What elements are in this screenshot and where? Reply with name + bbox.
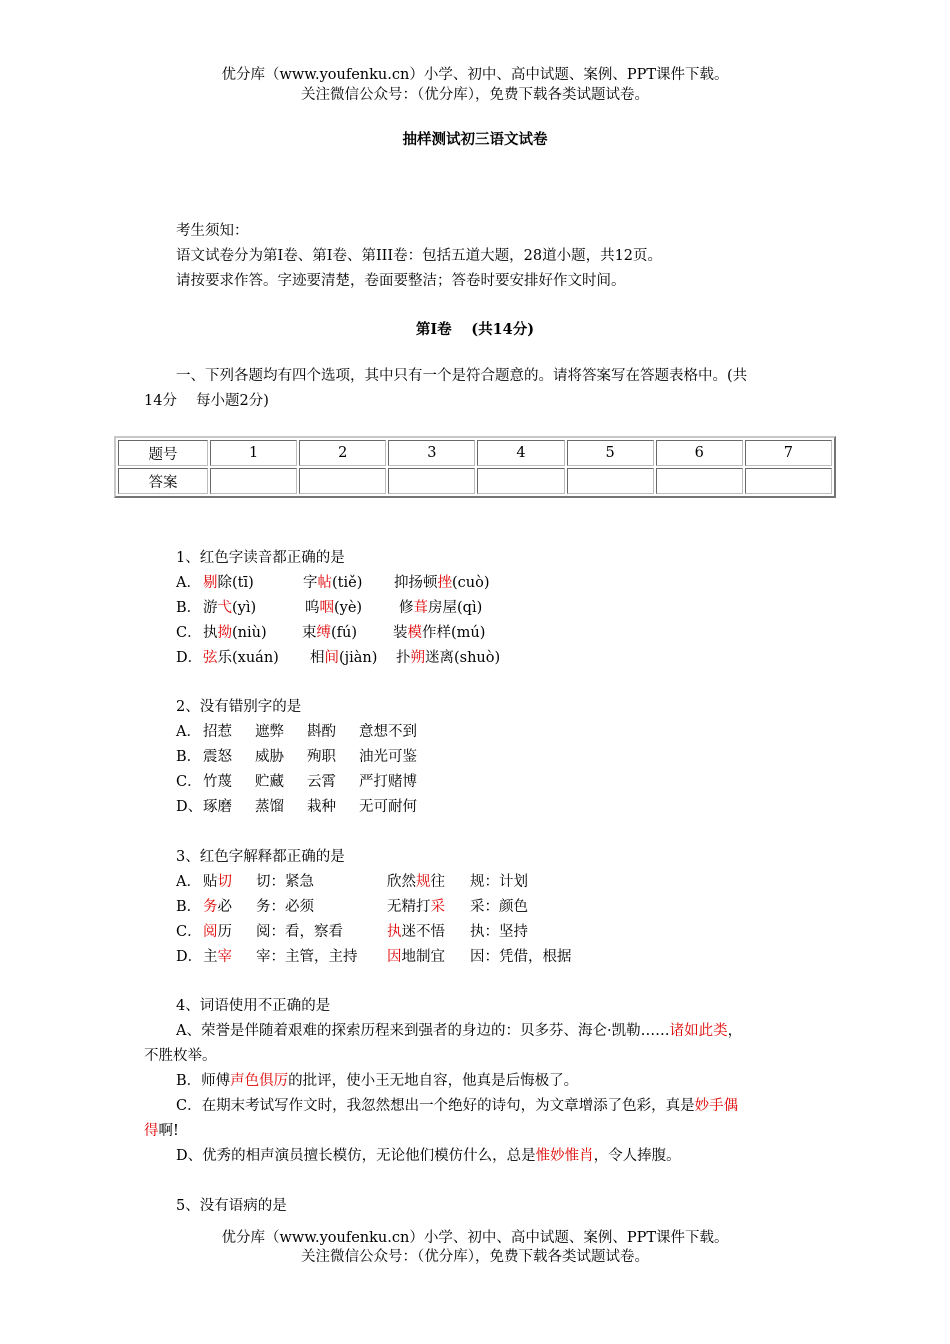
notice-line-2: 请按要求作答。字迹要清楚，卷面要整洁；答卷时要安排好作文时间。 — [176, 273, 626, 289]
option-word: 扑朔迷离(shuò) — [396, 650, 501, 666]
q4-stem: 4、词语使用不正确的是 — [176, 998, 331, 1014]
page-title: 抽样测试初三语文试卷 — [402, 131, 548, 148]
answer-cell[interactable] — [567, 468, 654, 494]
option-word: 意想不到 — [359, 724, 417, 740]
option-label: D． — [176, 949, 203, 965]
q1-option-d — [176, 648, 876, 668]
option-explanation: 规：计划 — [470, 874, 528, 890]
answer-table-number: 1 — [210, 440, 297, 466]
answer-cell[interactable] — [477, 468, 564, 494]
q4-option-a: A、荣誉是伴随着艰难的探索历程来到强者的身边的：贝多芬、海仑·凯勒……诸如此类， — [176, 1023, 743, 1039]
section-instruction-b: 14分 每小题2分) — [144, 393, 269, 409]
option-word: 阅历 — [203, 924, 232, 940]
answer-cell[interactable] — [388, 468, 475, 494]
q3-option-a — [176, 872, 876, 892]
section-title: 第I卷 (共14分) — [415, 321, 535, 338]
q3-option-d — [176, 947, 876, 967]
q4-option-c: C．在期末考试写作文时，我忽然想出一个绝好的诗句，为文章增添了色彩，真是妙手偶 — [176, 1098, 739, 1114]
option-word: 栽种 — [307, 799, 336, 815]
q4-option-c-cont: 得啊! — [144, 1123, 179, 1139]
answer-table-label: 题号 — [118, 440, 208, 466]
option-word: 执拗(niù) — [203, 625, 267, 641]
option-explanation: 因：凭借，根据 — [470, 949, 572, 965]
q3-option-c — [176, 922, 876, 942]
option-label: A． — [176, 575, 201, 591]
answer-table-number: 4 — [477, 440, 564, 466]
q1-option-c — [176, 623, 876, 643]
option-explanation: 阅：看，察看 — [256, 924, 343, 940]
q1-option-a — [176, 573, 876, 593]
answer-cell[interactable] — [299, 468, 386, 494]
option-word: 主宰 — [203, 949, 232, 965]
header-line-2: 关注微信公众号：（优分库），免费下载各类试题试卷。 — [301, 87, 649, 103]
option-explanation: 采：颜色 — [470, 899, 528, 915]
option-explanation: 执：坚持 — [470, 924, 528, 940]
q2-option-a — [176, 722, 876, 742]
q5-stem: 5、没有语病的是 — [176, 1198, 287, 1214]
footer-line-1: 优分库（www.youfenku.cn）小学、初中、高中试题、案例、PPT课件下载。 — [221, 1230, 729, 1246]
notice-line-1: 语文试卷分为第I卷、第I卷、第III卷：包括五道大题，28道小题，共12页。 — [176, 248, 663, 264]
option-label: B． — [176, 600, 202, 616]
option-label: D． — [176, 650, 203, 666]
option-word: 无精打采 — [387, 899, 445, 915]
option-word: 斟酌 — [307, 724, 336, 740]
option-word: 贮藏 — [255, 774, 284, 790]
q2-option-c — [176, 772, 876, 792]
option-word: 云霄 — [307, 774, 336, 790]
option-word: 严打赌博 — [359, 774, 417, 790]
q2-option-d — [176, 797, 876, 817]
option-explanation: 切：紧急 — [256, 874, 314, 890]
option-word: 琢磨 — [203, 799, 232, 815]
option-label: C． — [176, 924, 202, 940]
option-word: 招惹 — [203, 724, 232, 740]
q2-stem: 2、没有错别字的是 — [176, 699, 302, 715]
answer-table-number: 7 — [745, 440, 832, 466]
option-word: 抑扬顿挫(cuò) — [394, 575, 490, 591]
option-label: B． — [176, 749, 202, 765]
q2-option-b — [176, 747, 876, 767]
q1-stem: 1、红色字读音都正确的是 — [176, 550, 345, 566]
option-word: 相间(jiàn) — [310, 650, 378, 666]
option-word: 装模作样(mú) — [393, 625, 486, 641]
answer-table — [114, 436, 836, 498]
option-word: 竹蔑 — [203, 774, 232, 790]
answer-table-number: 2 — [299, 440, 386, 466]
option-word: 字帖(tiě) — [303, 575, 363, 591]
option-word: 执迷不悟 — [387, 924, 445, 940]
option-label: C． — [176, 774, 202, 790]
section-instruction-a: 一、下列各题均有四个选项，其中只有一个是符合题意的。请将答案写在答题表格中。(共 — [176, 368, 748, 384]
notice-heading: 考生须知： — [176, 223, 249, 239]
q4-option-d: D、优秀的相声演员擅长模仿，无论他们模仿什么，总是惟妙惟肖，令人捧腹。 — [176, 1148, 681, 1164]
q4-option-b: B．师傅声色俱厉的批评，使小王无地自容，他真是后悔极了。 — [176, 1073, 579, 1089]
q4-option-a-cont: 不胜枚举。 — [144, 1048, 217, 1064]
option-label: A． — [176, 724, 201, 740]
option-word: 震怒 — [203, 749, 232, 765]
answer-cell[interactable] — [656, 468, 743, 494]
option-word: 无可耐何 — [359, 799, 417, 815]
option-word: 束缚(fú) — [302, 625, 358, 641]
option-word: 贴切 — [203, 874, 232, 890]
header-line-1: 优分库（www.youfenku.cn）小学、初中、高中试题、案例、PPT课件下载。 — [221, 67, 729, 83]
option-explanation: 务：必须 — [256, 899, 314, 915]
option-word: 游弋(yì) — [203, 600, 257, 616]
answer-table-number: 5 — [567, 440, 654, 466]
q1-option-b — [176, 598, 876, 618]
option-label: B． — [176, 899, 202, 915]
option-word: 修葺房屋(qì) — [399, 600, 483, 616]
answer-table-label: 答案 — [118, 468, 208, 494]
answer-table-header-row — [118, 440, 832, 466]
option-word: 弦乐(xuán) — [203, 650, 279, 666]
option-word: 务必 — [203, 899, 232, 915]
answer-table-answer-row — [118, 468, 832, 494]
answer-table-number: 3 — [388, 440, 475, 466]
answer-cell[interactable] — [210, 468, 297, 494]
option-word: 威胁 — [255, 749, 284, 765]
option-word: 剔除(tī) — [203, 575, 254, 591]
option-word: 因地制宜 — [387, 949, 445, 965]
option-word: 油光可鉴 — [359, 749, 417, 765]
answer-table-number: 6 — [656, 440, 743, 466]
option-word: 殉职 — [307, 749, 336, 765]
option-word: 呜咽(yè) — [305, 600, 363, 616]
option-word: 遮弊 — [255, 724, 284, 740]
option-word: 欣然规往 — [387, 874, 445, 890]
footer-line-2: 关注微信公众号：（优分库），免费下载各类试题试卷。 — [301, 1249, 649, 1265]
q3-stem: 3、红色字解释都正确的是 — [176, 849, 345, 865]
option-label: A． — [176, 874, 201, 890]
option-explanation: 宰：主管，主持 — [256, 949, 358, 965]
option-label: D、 — [176, 799, 203, 815]
option-label: C． — [176, 625, 202, 641]
answer-cell[interactable] — [745, 468, 832, 494]
option-word: 蒸馏 — [255, 799, 284, 815]
q3-option-b — [176, 897, 876, 917]
